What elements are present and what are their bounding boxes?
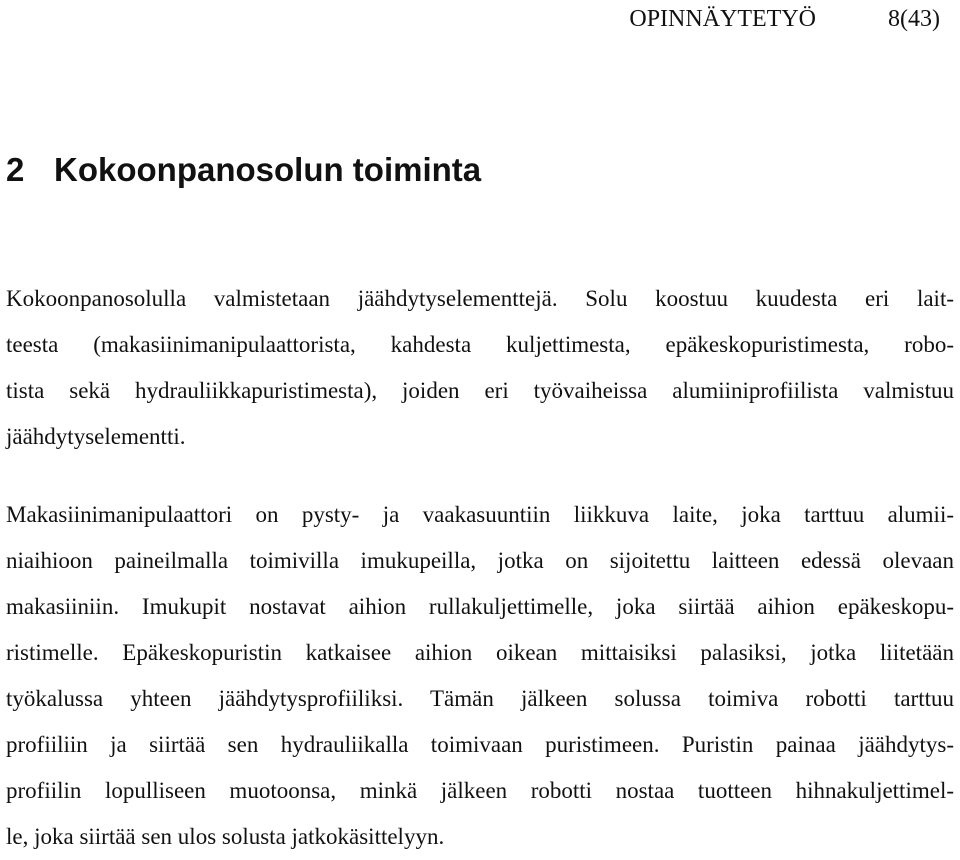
paragraph-line: teesta (makasiinimanipulaattorista, kahdesta kuljettimesta, epäkeskopuristimesta, robo- (6, 332, 954, 357)
paragraph-line: ristimelle. Epäkeskopuristin katkaisee aihion oikean mittaisiksi palasiksi, jotka liitetään (6, 640, 954, 665)
paragraph-line: niaihioon paineilmalla toimivilla imukupeilla, jotka on sijoitettu laitteen edessä olevaan (6, 548, 954, 573)
paragraph-2 (6, 492, 954, 860)
page-header (629, 4, 940, 34)
section-heading (6, 148, 481, 192)
paragraph-line: Makasiinimanipulaattori on pysty- ja vaakasuuntiin liikkuva laite, joka tarttuu alumii- (6, 502, 954, 527)
paragraph-line: le, joka siirtää sen ulos solusta jatkokäsittelyyn. (6, 824, 445, 849)
paragraph-line: makasiiniin. Imukupit nostavat aihion rullakuljettimelle, joka siirtää aihion epäkeskopu- (6, 594, 954, 619)
paragraph-line: profiiliin ja siirtää sen hydrauliikalla toimivaan puristimeen. Puristin painaa jäähdytys- (6, 732, 954, 757)
paragraph-line: tista sekä hydrauliikkapuristimesta), joiden eri työvaiheissa alumiiniprofiilista valmistuu (6, 378, 954, 403)
section-title: Kokoonpanosolun toiminta (54, 151, 482, 188)
paragraph-line: jäähdytyselementti. (6, 424, 186, 449)
page-number: 8(43) (888, 6, 940, 32)
paragraph-line: työkalussa yhteen jäähdytysprofiiliksi. Tämän jälkeen solussa toimiva robotti tarttuu (6, 686, 954, 711)
paragraph-1 (6, 276, 954, 460)
section-number: 2 (6, 151, 25, 188)
paragraph-line: profiilin lopulliseen muotoonsa, minkä jälkeen robotti nostaa tuotteen hihnakuljettimel- (6, 778, 954, 803)
document-type-label: OPINNÄYTETYÖ (629, 6, 817, 32)
paragraph-line: Kokoonpanosolulla valmistetaan jäähdytyselementtejä. Solu koostuu kuudesta eri lait- (6, 286, 954, 311)
